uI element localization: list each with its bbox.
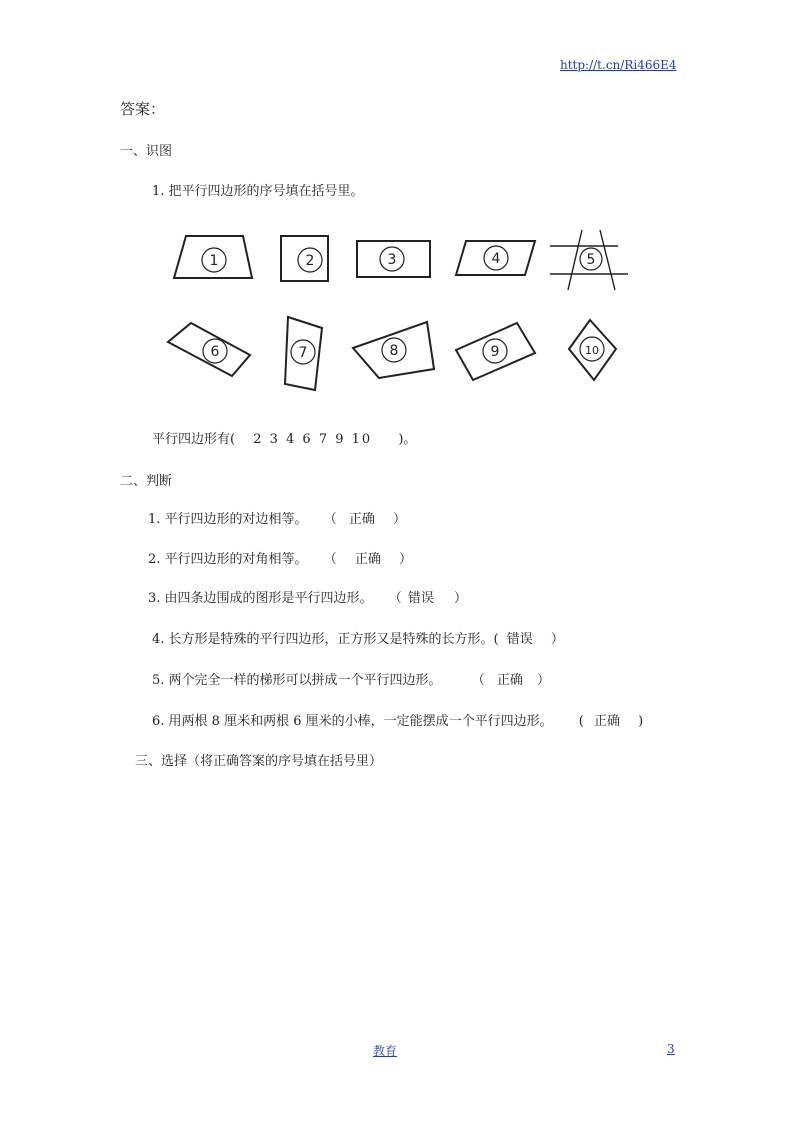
section1-answer	[152, 428, 416, 447]
shape-label-1: 1	[209, 253, 219, 269]
shape-8	[353, 322, 434, 378]
judge-open: （	[388, 591, 402, 606]
section1-question	[152, 180, 364, 199]
shape-5	[550, 230, 628, 290]
judge-open: （	[323, 512, 337, 527]
judge-item-2	[148, 548, 412, 567]
judge-close: ）	[550, 632, 564, 647]
judge-close: ）	[393, 512, 407, 527]
page-title: 答案：	[120, 100, 166, 118]
judge-num: 2.	[148, 552, 161, 567]
shape-label-5: 5	[586, 252, 596, 268]
judge-open: （	[323, 552, 337, 567]
judge-num: 3.	[148, 591, 161, 606]
judge-close: )	[638, 714, 644, 729]
judge-text: 用两根 8 厘米和两根 6 厘米的小棒，一定能摆成一个平行四边形。	[168, 714, 553, 729]
shape-label-2: 2	[305, 253, 315, 269]
page-number: 3	[667, 1042, 675, 1056]
section3-heading: 三、选择（将正确答案的序号填在括号里）	[135, 754, 383, 769]
judge-num: 1.	[148, 512, 161, 527]
shape-4	[456, 241, 535, 275]
judge-answer: 正确	[496, 673, 523, 688]
shape-9	[456, 323, 535, 380]
judge-text: 长方形是特殊的平行四边形，正方形又是特殊的长方形。(	[168, 632, 499, 647]
shape-label-7: 7	[298, 345, 308, 361]
judge-close: ）	[454, 591, 468, 606]
judge-answer: 错误	[506, 632, 533, 647]
judge-answer: 错误	[407, 591, 434, 606]
shape-3	[357, 241, 430, 277]
header-url-link[interactable]: http://t.cn/Ri466E4	[560, 58, 677, 72]
judge-num: 5.	[152, 673, 165, 688]
judge-item-4	[152, 628, 564, 647]
shape-label-9: 9	[490, 344, 500, 360]
shape-label-3: 3	[387, 252, 397, 268]
shape-1	[174, 236, 252, 278]
shape-label-10: 10	[585, 344, 599, 357]
judge-answer: 正确	[354, 552, 381, 567]
answer-suffix: )。	[398, 432, 417, 447]
footer-link[interactable]: 教育	[373, 1044, 398, 1058]
judge-item-1	[148, 508, 406, 527]
judge-close: ）	[537, 673, 551, 688]
judge-item-6	[152, 710, 643, 729]
shape-label-8: 8	[389, 343, 399, 359]
judge-item-3	[148, 587, 467, 606]
judge-text: 由四条边围成的图形是平行四边形。	[164, 591, 373, 606]
question-text: 把平行四边形的序号填在括号里。	[168, 184, 364, 199]
shape-10	[569, 320, 616, 380]
answer-value: 2 3 4 6 7 9 10	[253, 432, 373, 447]
shape-label-4: 4	[491, 251, 501, 267]
judge-item-5	[152, 669, 550, 688]
answer-prefix: 平行四边形有(	[152, 432, 236, 447]
shape-6	[168, 323, 250, 376]
section2-heading: 二、判断	[120, 474, 173, 489]
shape-2	[281, 236, 328, 281]
judge-text: 平行四边形的对边相等。	[164, 512, 308, 527]
judge-answer: 正确	[348, 512, 375, 527]
section1-heading: 一、识图	[120, 144, 173, 159]
judge-open: (	[578, 714, 584, 729]
judge-text: 两个完全一样的梯形可以拼成一个平行四边形。	[168, 673, 442, 688]
judge-answer: 正确	[593, 714, 620, 729]
judge-close: ）	[399, 552, 413, 567]
shapes-figure	[160, 222, 630, 397]
judge-num: 6.	[152, 714, 165, 729]
shape-label-6: 6	[210, 344, 220, 360]
judge-open: （	[471, 673, 485, 688]
shape-7	[285, 317, 322, 390]
shapes-svg	[160, 222, 630, 397]
judge-num: 4.	[152, 632, 165, 647]
question-number: 1.	[152, 184, 165, 199]
judge-text: 平行四边形的对角相等。	[164, 552, 308, 567]
